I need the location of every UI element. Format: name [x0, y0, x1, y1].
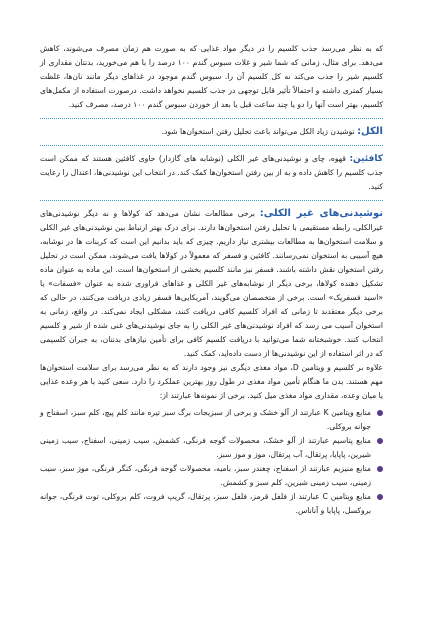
- section-divider: [40, 200, 383, 201]
- section-divider: [40, 145, 383, 146]
- nutrients-intro: علاوه بر کلسیم و ویتامین D، مواد مغذی دیگری نیز وجود دارند که به نظر می‌رسد برای سلامت استخوان‌ها مهم هستند. بدن ما هنگام تأمین مواد مغذی در طول روز بهترین عملکرد را دارد. سعی کنید با هر وعده غذایی یا میان وعده، مقداری مواد مغذی میل کنید. برخی از نمونه‌ها عبارتند از:: [40, 363, 384, 400]
- caffeine-text: قهوه، چای و نوشیدنی‌های غیر الکلی (نوشابه های گازدار) حاوی کافئین هستند که ممکن است جذب کلسیم را کاهش داده و به از بین رفتن استخوان‌ها کمک کند. در انتخاب این نوشیدنی‌ها، اعتدال را رعایت کنید.: [40, 154, 383, 191]
- nutrient-sources-list: [40, 406, 383, 518]
- list-item: [40, 406, 383, 434]
- alcohol-text: نوشیدن زیاد الکل می‌تواند باعث تحلیل رفتن استخوان‌ها شود.: [161, 127, 358, 136]
- section-divider: [40, 118, 383, 119]
- bullet-icon: [377, 494, 383, 500]
- bullet-icon: [377, 410, 383, 416]
- list-item-text: منابع ویتامین C عبارتند از فلفل قرمز، فلفل سبز، پرتقال، گریپ فروت، کلم بروکلی، توت فرنگی، جوانه بروکسل، پاپایا و آناناس.: [40, 492, 371, 515]
- list-item: [40, 462, 383, 490]
- list-item-text: منابع ویتامین K عبارتند از آلو خشک و برخی از سبزیجات برگ سبز تیره مانند کلم پیچ، کلم سبز، اسفناج و جوانه بروکلی.: [40, 408, 371, 431]
- intro-paragraph: که به نظر می‌رسد جذب کلسیم را در دیگر مواد غذایی که به صورت هم زمان مصرف می‌شوند، کاهش می‌دهد. برای مثال، زمانی که شما شیر و غلات سبوس گندم ۱۰۰ درصد را با هم می‌خورید، بدنتان مقداری از کلسیم شیر را جذب می‌کند نه کل کلسیم آن را. سبوس گندم موجود در غذاهای دیگر مانند نان‌ها، غلظت بسیار کمتری داشته و احتمالاً تأثیر قابل توجهی در جذب کلسیم نخواهد داشت. درصورت استفاده از مکمل‌های کلسیم، بهتر است آنها را دو یا چند ساعت قبل یا بعد از خوردن سبوس گندم ۱۰۰ درصد، مصرف کنید.: [40, 44, 383, 109]
- bullet-icon: [377, 466, 383, 472]
- alcohol-heading: الکل:: [357, 126, 383, 137]
- soft-drinks-text: برخی مطالعات نشان می‌دهد که کولاها و نه دیگر نوشیدنی‌های غیرالکلی، رابطه مستقیمی با تحلیل رفتن استخوان‌ها دارند. برای درک بهتر ارتباط بین نوشیدنی‌های غیر الکلی و سلامت استخوان‌ها به مطالعات بیشتری نیاز داریم. چیزی که باید بدانیم این است که کربنات ها در نوشابه، هیچ آسیبی به استخوان نمی‌رسانند. کافئین و فسفر که معمولاً در کولاها یافت می‌شوند، ممکن است در تحلیل رفتن استخوان نقش داشته باشند. فسفر نیز مانند کلسیم بخشی از استخوان‌ها است. این ماده به عنوان ماده تشکیل دهنده کولاها، برخی دیگر از نوشابه‌های غیر الکلی و غذاهای فراوری شده به عنوان «فسفات» یا «اسید فسفریک» است. برخی از متخصصان می‌گویند، آمریکایی‌ها فسفر زیادی دریافت می‌کنند، در حالی که برخی دیگر معتقدند تا زمانی که افراد کلسیم کافی دریافت کنند، مشکلی ایجاد نمی‌کند. در واقع، زمانی به استخوان آسیب می رسد که افراد نوشیدنی‌های غیر الکلی را به جای نوشیدنی‌های غنی شده از شیر و کلسیم انتخاب کنند. خوشبختانه شما می‌توانید با دریافت کلسیم کافی برای تأمین نیازهای بدنتان، به جبران کلسیمی که در اثر استفاده از این نوشیدنی‌ها از دست داده‌اید، کمک کنید.: [40, 209, 383, 358]
- soft-drinks-heading: نوشیدنی‌های غیر الکلی:: [259, 208, 383, 219]
- caffeine-heading: کافئین:: [349, 154, 383, 164]
- list-item: [40, 490, 383, 518]
- list-item-text: منابع منیزیم عبارتند از اسفناج، چغندر سبز، بامیه، محصولات گوجه فرنگی، کنگر فرنگی، موز سبز، سیب زمینی، سیب زمینی شیرین، کلم سبز و کشمش.: [40, 464, 371, 487]
- list-item: [40, 434, 383, 462]
- caffeine-paragraph: [40, 152, 383, 194]
- alcohol-paragraph: [40, 125, 383, 139]
- bullet-icon: [377, 438, 383, 444]
- soft-drinks-paragraph: [40, 207, 383, 361]
- list-item-text: منابع پتاسیم عبارتند از آلو خشک، محصولات گوجه فرنگی، کشمش، سیب زمینی، اسفناج، سیب زمینی شیرین، پاپایا، پرتقال، آب پرتقال، موز و موز سبز.: [40, 436, 371, 459]
